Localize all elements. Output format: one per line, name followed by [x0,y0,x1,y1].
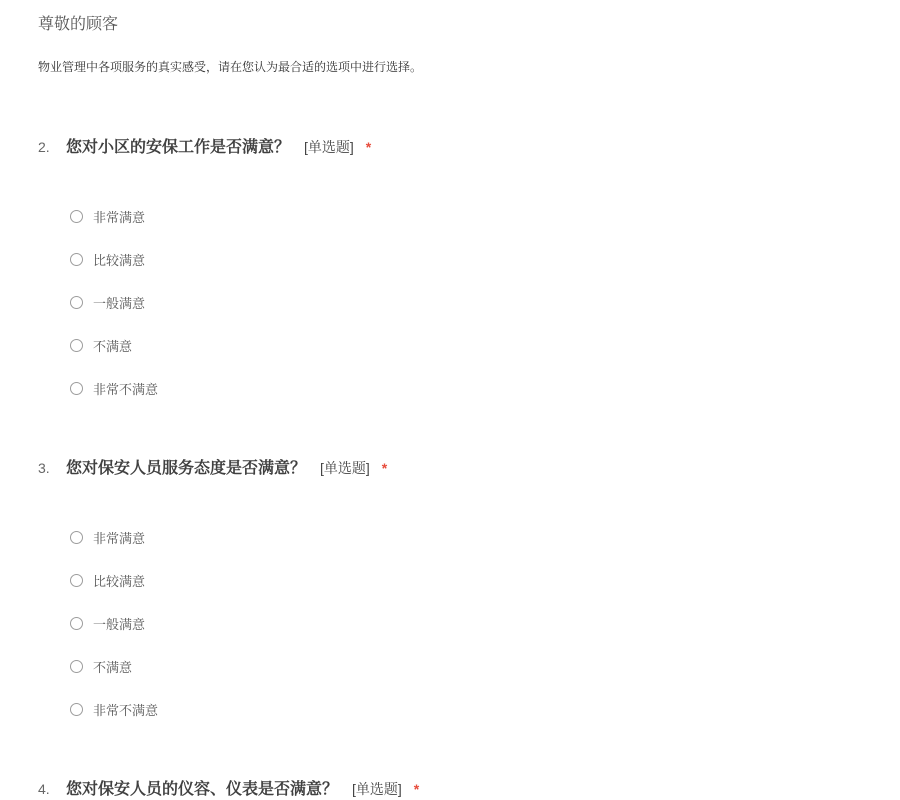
option-label: 非常不满意 [93,702,159,718]
radio-option[interactable] [70,701,158,717]
option-label: 不满意 [93,659,133,675]
survey-title: 尊敬的顾客 [38,16,119,33]
radio-button-icon[interactable] [70,210,83,223]
radio-button-icon[interactable] [70,339,83,352]
required-asterisk: * [413,781,420,797]
radio-button-icon[interactable] [70,253,83,266]
radio-option[interactable] [70,208,145,224]
option-label: 非常满意 [93,209,146,225]
radio-button-icon[interactable] [70,574,83,587]
survey-description: 物业管理中各项服务的真实感受，请在您认为最合适的选项中进行选择。 [38,60,423,74]
option-label: 非常满意 [93,530,146,546]
required-asterisk: * [381,460,388,476]
question-title-row [38,137,900,158]
radio-option[interactable] [70,529,145,545]
radio-button-icon[interactable] [70,660,83,673]
question-number: 4. [38,781,50,797]
question-block [38,458,900,717]
question-block [38,137,900,396]
option-list [70,208,900,396]
question-list [38,137,900,800]
radio-button-icon[interactable] [70,296,83,309]
radio-option[interactable] [70,251,145,267]
radio-option[interactable] [70,572,145,588]
question-text: 您对小区的安保工作是否满意？ [66,139,291,156]
option-label: 一般满意 [93,616,146,632]
question-text: 您对保安人员的仪容、仪表是否满意？ [66,781,339,798]
option-label: 比较满意 [93,252,146,268]
question-number: 3. [38,460,50,476]
radio-option[interactable] [70,294,145,310]
question-title-row [38,779,900,800]
radio-option[interactable] [70,615,145,631]
question-text: 您对保安人员服务态度是否满意？ [66,460,307,477]
option-label: 一般满意 [93,295,146,311]
radio-button-icon[interactable] [70,382,83,395]
question-type-label: [单选题] [352,781,402,797]
radio-option[interactable] [70,658,132,674]
radio-button-icon[interactable] [70,703,83,716]
question-title-row [38,458,900,479]
question-block [38,779,900,800]
radio-option[interactable] [70,337,132,353]
option-list [70,529,900,717]
option-label: 非常不满意 [93,381,159,397]
radio-button-icon[interactable] [70,617,83,630]
question-type-label: [单选题] [304,139,354,155]
question-type-label: [单选题] [320,460,370,476]
radio-option[interactable] [70,380,158,396]
option-label: 不满意 [93,338,133,354]
option-label: 比较满意 [93,573,146,589]
required-asterisk: * [365,139,372,155]
radio-button-icon[interactable] [70,531,83,544]
question-number: 2. [38,139,50,155]
